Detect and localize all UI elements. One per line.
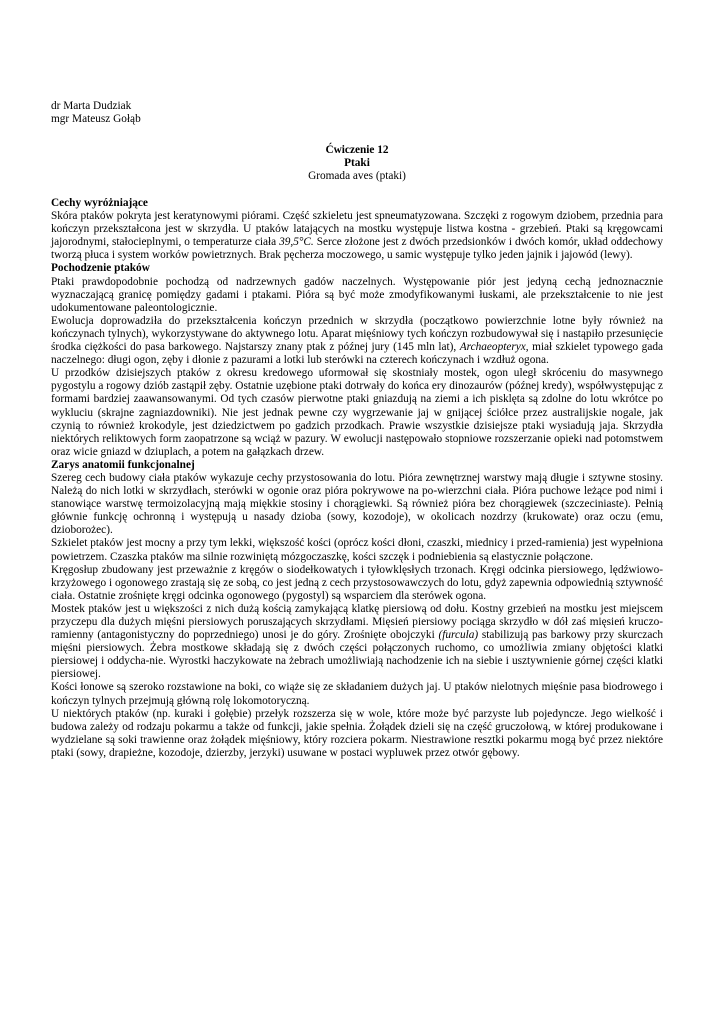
paragraph-pochodzenie-3: U przodków dzisiejszych ptaków z okresu kredowego uformował się skostniały mostek, ogon uległ skróceniu do masywnego pygostylu a rogowy dziób zastąpił zęby. Ostatnie uzębione ptaki dotrwały do końca ery dinozaurów (późnej kredy), współwystępując z formami bardziej zaawansowanymi. Od tych czasów pierwotne ptaki gniazdują na ziemi a ich pisklęta są zdolne do lotu wkrótce po wykluciu (skrajne zagniazdowniki). Nie jest jednak pewne czy wygrzewanie jaj w gnijącej ściółce przez australijskie nogale, jak czynią to również krokodyle, jest dziedzictwem po gadzich przodkach. Prawie wszystkie dzisiejsze ptaki wysiadują jaja. Skrzydła niektórych reliktowych form zaopatrzone są wciąż w pazury. W ewolucji następowało stopniowe rozszerzanie opieki nad potomstwem oraz wicie gniazd w dziuplach, a potem na gałązkach drzew. <box>51 367 663 458</box>
paragraph-pochodzenie-1: Ptaki prawdopodobnie pochodzą od nadrzewnych gadów naczelnych. Występowanie piór jest jedyną cechą jednoznacznie wyznaczającą granicę pomiędzy gadami i ptakami. Pióra są być może zmodyfikowanymi łuskami, ale przekształcenie to nie jest udokumentowane paleontologicznie. <box>51 275 663 314</box>
furcula-term: (furcula) <box>438 629 479 642</box>
paragraph-cechy-1 <box>51 210 663 262</box>
text-run: stabilizują pas barkowy przy skurczach mięśni piersiowych. Żebra mostkowe składają się z dwóch części połączonych ruchomo, co umożliwia zmiany objętości klatki piersiowej i oddycha-nie. Wyrostki haczykowate na żebrach umożliwiają nachodzenie ich na siebie i usztywnienie górnej części klatki piersiowej. <box>51 629 663 681</box>
section-heading-cechy: Cechy wyróżniające <box>51 197 148 209</box>
text-run: Skóra ptaków pokryta jest keratynowymi piórami. Część szkieletu jest spneumatyzowana. Szczęki z rogowym dziobem, przednia para kończyn przekształcona jest w skrzydła. U ptaków latających na mostku występuje listwa kostna - grzebień. Ptaki są kręgowcami jajorodnymi, stałocieplnymi, o temperaturze ciała <box>51 210 663 249</box>
exercise-subtitle: Gromada aves (ptaki) <box>308 170 406 183</box>
section-heading-pochodzenie: Pochodzenie ptaków <box>51 262 150 275</box>
species-name: Archaeopteryx, <box>459 341 529 354</box>
paragraph-anatomia-3: Kręgosłup zbudowany jest przeważnie z kręgów o siodełkowatych i tyłowklęsłych trzonach. Kręgi odcinka piersiowego, lędźwiowo-krzyżowego i ogonowego zrastają się ze sobą, co jest jedną z cech przystosowawczych do lotu, gdyż zapewnia odpowiednią sztywność ciała. Ostatnie zrośnięte kręgi odcinka ogonowego (pygostyl) są wsparciem dla sterówek ogona. <box>51 563 663 602</box>
text-run: miał szkielet typowego gada naczelnego: długi ogon, zęby i dłonie z pazurami a lotki lub sterówki na czterech kończynach i wzdłuż ogona. <box>51 341 663 367</box>
author-1: dr Marta Dudziak <box>51 100 132 112</box>
text-run: Serce złożone jest z dwóch przedsionków i dwóch komór, układ oddechowy tworzą płuca i system worków powietrznych. Brak pęcherza moczowego, u samic występuje tylko jeden jajnik i jajowód (lewy). <box>51 236 663 262</box>
paragraph-anatomia-4 <box>51 603 663 682</box>
authors-block <box>51 100 351 126</box>
paragraph-anatomia-6: U niektórych ptaków (np. kuraki i gołębie) przełyk rozszerza się w wole, które może być parzyste lub pojedyncze. Jego wielkość i budowa zależy od rodzaju pokarmu a także od funkcji, jakie spełnia. Żołądek dzieli się na część gruczołową, w której produkowane i wydzielane są soki trawienne oraz żołądek mięśniowy, który rozciera pokarm. Niestrawione resztki pokarmu mogą być przez niektóre ptaki (sowy, drapieżne, kozodoje, dzierzby, jerzyki) usuwane w postaci wypluwek przez otwór gębowy. <box>51 707 663 759</box>
paragraph-anatomia-5: Kości łonowe są szeroko rozstawione na boki, co wiąże się ze składaniem dużych jaj. U ptaków nielotnych mięśnie pasa biodrowego i kończyn tylnych przejmują główną rolę lokomotoryczną. <box>51 681 663 707</box>
paragraph-anatomia-2: Szkielet ptaków jest mocny a przy tym lekki, większość kości (oprócz kości dłoni, czaszki, miednicy i przed-ramienia) jest wypełniona powietrzem. Czaszka ptaków ma silnie rozwiniętą mózgoczaszkę, kości szczęk i podniebienia są elastycznie połączone. <box>51 537 663 563</box>
temperature-value: 39,5°C. <box>279 236 314 249</box>
title-block <box>51 144 663 183</box>
text-run: Ewolucja doprowadziła do przekształcenia kończyn przednich w skrzydła (początkowo powierzchnie lotne były również na kończynach tylnych), wykorzystywane do aktywnego lotu. Aparat mięśniowy tych kończyn rozbudowywał się i nastąpiło przesunięcie środka ciężkości do pasa barkowego. Najstarszy znany ptak z późnej jury (145 mln lat), <box>51 314 663 354</box>
document-body <box>51 197 663 760</box>
paragraph-pochodzenie-2 <box>51 315 663 367</box>
exercise-topic: Ptaki <box>344 157 370 170</box>
section-heading-anatomia: Zarys anatomii funkcjonalnej <box>51 458 195 471</box>
author-2: mgr Mateusz Gołąb <box>51 113 141 126</box>
text-run: Mostek ptaków jest u większości z nich dużą kością zamykającą klatkę piersiową od dołu. Kostny grzebień na mostku jest miejscem przyczepu dla dużych mięśni piersiowych poruszających skrzydłami. Mięsień piersiowy pociąga skrzydło w dół zaś mięsień kruczo-ramienny (antagonistyczny do poprzedniego) unosi je do góry. Zrośnięte obojczyki <box>51 602 663 642</box>
exercise-number: Ćwiczenie 12 <box>325 144 389 156</box>
paragraph-anatomia-1: Szereg cech budowy ciała ptaków wykazuje cechy przystosowania do lotu. Pióra zewnętrznej warstwy mają długie i sztywne stosiny. Należą do nich lotki w skrzydłach, sterówki w ogonie oraz pióra pokrywowe na po-wierzchni ciała. Pióra puchowe leżące pod nimi i stanowiące warstwę termoizolacyjną mają miękkie stosiny i chorągiewki. Są również pióra bez chorągiewek (szczeciniaste). Pełnią głównie funkcję ochronną i występują u nasady dzioba (sowy, kozodoje), w okolicach nozdrzy (krukowate) oraz oczu (emu, dzioborożec). <box>51 471 663 537</box>
